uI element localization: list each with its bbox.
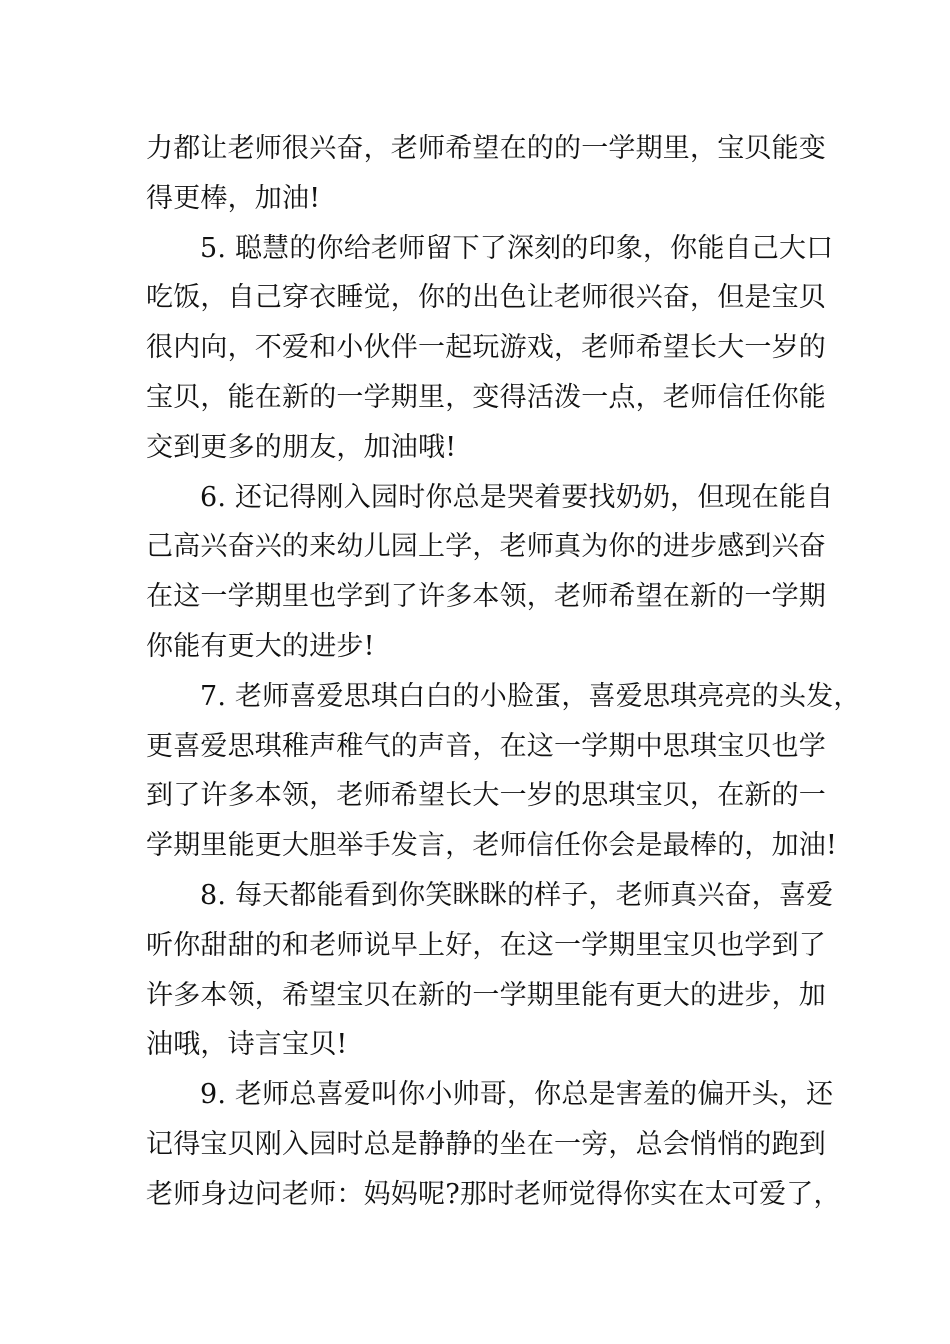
text-line: 听你甜甜的和老师说早上好，在这一学期里宝贝也学到了	[146, 929, 826, 961]
paragraph-first-line: 5. 聪慧的你给老师留下了深刻的印象，你能自己大口	[200, 232, 834, 264]
document-body	[146, 124, 861, 1220]
text-line: 力都让老师很兴奋，老师希望在的的一学期里，宝贝能变	[146, 133, 826, 164]
text-line: 更喜爱思琪稚声稚气的声音，在这一学期中思琪宝贝也学	[146, 730, 826, 762]
text-line: 己高兴奋兴的来幼儿园上学，老师真为你的进步感到兴奋	[146, 531, 826, 563]
paragraph-first-line: 6. 还记得刚入园时你总是哭着要找奶奶，但现在能自	[200, 481, 834, 513]
text-line: 在这一学期里也学到了许多本领，老师希望在新的一学期	[146, 581, 826, 613]
text-line: 到了许多本领，老师希望长大一岁的思琪宝贝，在新的一	[146, 780, 826, 812]
text-line: 老师身边问老师：妈妈呢?那时老师觉得你实在太可爱了，	[146, 1178, 841, 1210]
text-line: 记得宝贝刚入园时总是静静的坐在一旁，总会悄悄的跑到	[146, 1128, 826, 1160]
paragraph-first-line: 9. 老师总喜爱叫你小帅哥，你总是害羞的偏开头，还	[200, 1079, 834, 1111]
text-line: 宝贝，能在新的一学期里，变得活泼一点，老师信任你能	[146, 381, 826, 413]
paragraph-first-line: 8. 每天都能看到你笑眯眯的样子，老师真兴奋，喜爱	[200, 879, 834, 911]
text-line: 很内向，不爱和小伙伴一起玩游戏，老师希望长大一岁的	[146, 332, 826, 364]
paragraph-first-line: 7. 老师喜爱思琪白白的小脸蛋，喜爱思琪亮亮的头发，	[200, 680, 861, 712]
text-line: 你能有更大的进步!	[146, 630, 375, 662]
text-line: 油哦，诗言宝贝!	[146, 1029, 348, 1061]
text-line: 交到更多的朋友，加油哦!	[146, 431, 457, 463]
text-line: 学期里能更大胆举手发言，老师信任你会是最棒的，加油!	[146, 830, 838, 862]
text-line: 得更棒，加油!	[146, 182, 321, 214]
text-line: 许多本领，希望宝贝在新的一学期里能有更大的进步，加	[146, 979, 826, 1011]
text-line: 吃饭，自己穿衣睡觉，你的出色让老师很兴奋，但是宝贝	[146, 282, 826, 314]
